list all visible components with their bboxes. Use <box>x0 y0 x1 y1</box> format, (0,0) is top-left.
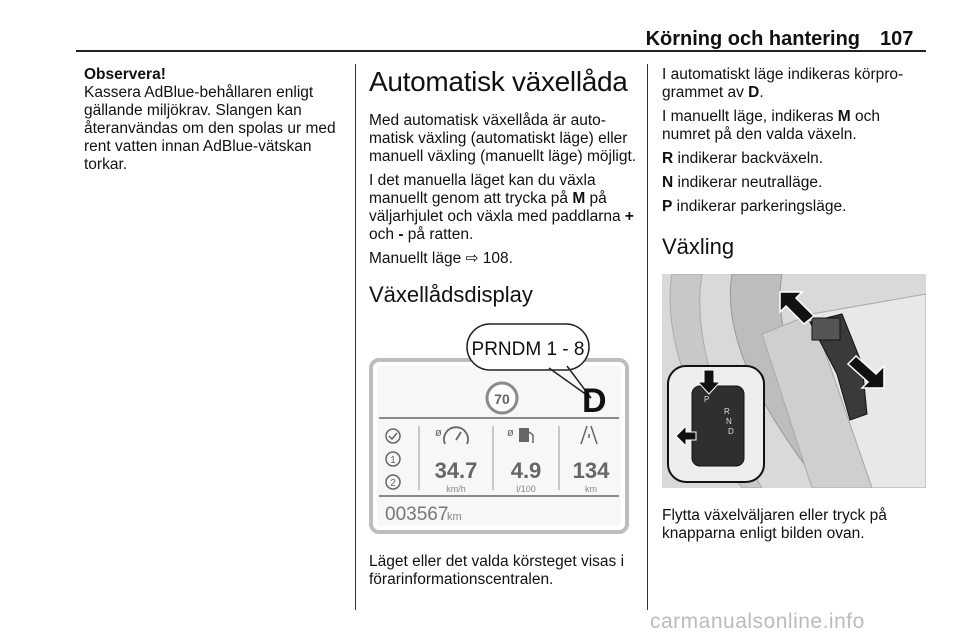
fuel-consumption-unit: l/100 <box>516 484 536 494</box>
paragraph-manual-mode-ref: Manuellt läge ⇨ 108. <box>369 250 513 267</box>
range-value: 134 <box>572 458 610 483</box>
watermark-footer: carmanualsonline.info <box>650 610 865 633</box>
page-number: 107 <box>880 28 914 50</box>
paragraph-manual-indicator: I manuellt läge, indikeras M och numret på den valda växeln. <box>662 108 880 143</box>
odometer-value: 003567 <box>385 504 449 525</box>
odometer-unit: km <box>447 511 462 523</box>
paragraph-neutral: N indikerar neutralläge. <box>662 174 823 191</box>
svg-text:ø: ø <box>507 427 514 439</box>
gear-selector-figure <box>662 274 928 493</box>
column-left <box>84 66 346 174</box>
column-divider-left <box>355 64 356 610</box>
gear-selector-illustration <box>662 274 926 488</box>
section-heading-automatic-gearbox: Automatisk växellåda <box>369 66 628 97</box>
header-rule <box>76 50 926 52</box>
svg-text:P: P <box>704 395 710 404</box>
column-divider-right <box>647 64 648 610</box>
speed-limit-value: 70 <box>494 391 510 407</box>
selector-knob <box>692 386 744 466</box>
svg-text:D: D <box>728 427 734 436</box>
paragraph-auto-mode: I automatiskt läge indikeras körprogrammet av D. <box>662 66 904 101</box>
average-speed-value: 34.7 <box>434 458 478 483</box>
paragraph-intro: Med automatisk växellåda är automatisk växling (automatiskt läge) eller manuell växling (manuellt läge) möjligt. <box>369 112 637 165</box>
page-header-title: Körning och hantering <box>645 28 860 50</box>
section-heading-shifting: Växling <box>662 234 735 259</box>
fuel-consumption-value: 4.9 <box>510 458 542 483</box>
column-right <box>662 66 928 549</box>
note-text: Kassera AdBlue-behållaren enligt gällande miljökrav. Slangen kan återanvändas om den spolas ur med rent vatten innan AdBlue-vätskan torkar. <box>84 84 336 173</box>
instrument-cluster-illustration <box>369 322 631 534</box>
section-heading-gear-display: Växellådsdisplay <box>369 282 533 307</box>
callout-text: PRNDM 1 - 8 <box>471 339 585 360</box>
svg-text:1: 1 <box>390 455 396 466</box>
svg-text:R: R <box>724 407 730 416</box>
paragraph-shift-instruction: Flytta växelväljaren eller tryck på knapparna enligt bilden ovan. <box>662 507 887 542</box>
paragraph-park: P indikerar parkeringsläge. <box>662 198 847 215</box>
average-speed-unit: km/h <box>446 484 466 494</box>
gear-indicator: D <box>582 382 607 420</box>
column-middle <box>369 66 637 595</box>
note-title: Observera! <box>84 66 166 83</box>
range-unit: km <box>585 484 597 494</box>
svg-text:ø: ø <box>435 427 442 439</box>
paragraph-manual-mode: I det manuella läget kan du växla manuellt genom att trycka på M på väljarhjulet och växla med paddlarna + och - på ratten. <box>369 172 634 243</box>
paragraph-reverse: R indikerar backväxeln. <box>662 150 824 167</box>
gear-display-figure <box>369 322 637 539</box>
paragraph-display-info: Läget eller det valda körsteget visas i förarinformationscentralen. <box>369 553 625 588</box>
svg-text:N: N <box>726 417 732 426</box>
fuel-pump-icon <box>519 428 529 442</box>
svg-text:2: 2 <box>390 478 396 489</box>
